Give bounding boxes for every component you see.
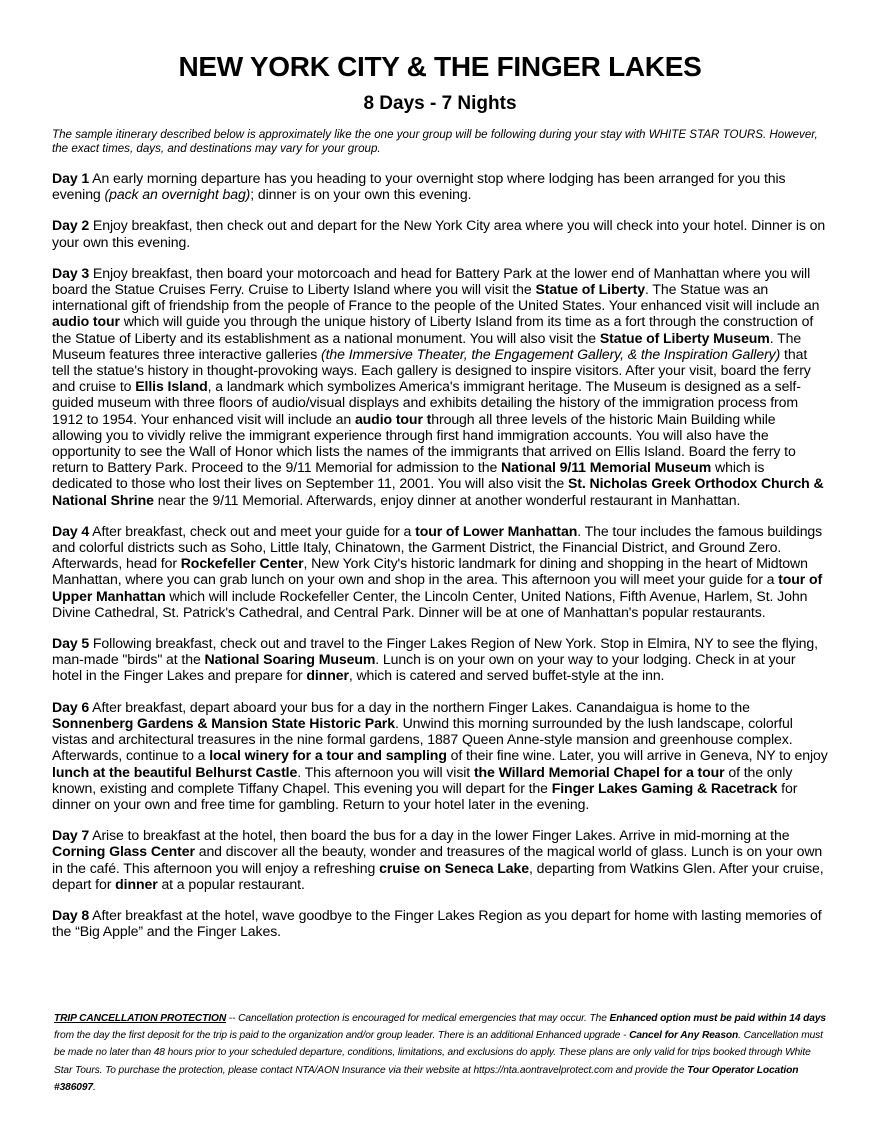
day-1-paragraph: Day 1 An early morning departure has you heading to your overnight stop where lodging has been arranged for you this evening (pack an overnight bag); dinner is on your own this evening. [52,170,786,203]
day-5-paragraph: Day 5 Following breakfast, check out and travel to the Finger Lakes Region of New York. Stop in Elmira, NY to see the flying, man-made "birds" at the National Soaring Museum. Lunch is on your own on your way to your lodging. Check in at your hotel in the Finger Lakes and prepare for dinner, which is catered and served buffet-style at the inn. [52,635,818,684]
day-label: Day 5 [52,635,90,652]
day-6-paragraph: Day 6 After breakfast, depart aboard your bus for a day in the northern Finger Lakes. Canandaigua is home to the Sonnenberg Gardens & Mansion State Historic Park. Unwind this morning surrounded by the lush landscape, colorful vistas and architectural treasures in the nine formal gardens, 1887 Queen Anne-style mansion and greenhouse complex. Afterwards, continue to a local winery for a tour and sampling of their fine wine. Later, you will arrive in Geneva, NY to enjoy lunch at the beautiful Belhurst Castle. This afternoon you will visit the Willard Memorial Chapel for a tour of the only known, existing and complete Tiffany Chapel. This evening you will depart for the Finger Lakes Gaming & Racetrack for dinner on your own and free time for gambling. Return to your hotel later in the evening. [52,698,828,812]
day-2-paragraph: Day 2 Enjoy breakfast, then check out and depart for the New York City area where you will check into your hotel. Dinner is on your own this evening. [52,217,826,250]
page-title: NEW YORK CITY & THE FINGER LAKES [178,51,702,82]
day-8-paragraph: Day 8 After breakfast at the hotel, wave goodbye to the Finger Lakes Region as you depart for home with lasting memories of the “Big Apple” and the Finger Lakes. [52,906,822,940]
footer-label: TRIP CANCELLATION PROTECTION [54,1013,227,1024]
day-label: Day 1 [52,170,90,186]
day-4-paragraph: Day 4 After breakfast, check out and meet your guide for a tour of Lower Manhattan. The tour includes the famous buildings and colorful districts such as Soho, Little Italy, Chinatown, the Garment District, the Financial District, and Ground Zero. Afterwards, head for Rockefeller Center, New York City's historic landmark for dining and shopping in the heart of Midtown Manhattan, where you can grab lunch on your own and shop in the area. This afternoon you will meet your guide for a tour of Upper Manhattan which will include Rockefeller Center, the Lincoln Center, United Nations, Fifth Avenue, Harlem, St. John Divine Cathedral, St. Patrick's Cathedral, and Central Park. Dinner will be at one of Manhattan's popular restaurants. [52,522,823,620]
day-label: Day 4 [52,522,90,539]
intro-note: The sample itinerary described below is approximately like the one your group will be following during your stay with WHITE STAR TOURS. However, the exact times, days, and destinations may vary for your group. [52,128,818,155]
day-label: Day 2 [52,217,90,234]
itinerary-page [52,48,828,954]
day-7-paragraph: Day 7 Arise to breakfast at the hotel, then board the bus for a day in the lower Finger Lakes. Arrive in mid-morning at the Corning Glass Center and discover all the beauty, wonder and treasures of the magical world of glass. Lunch is on your own in the café. This afternoon you will enjoy a refreshing cruise on Seneca Lake, departing from Watkins Glen. After your cruise, depart for dinner at a popular restaurant. [52,827,824,892]
cancellation-protection-note: TRIP CANCELLATION PROTECTION -- Cancellation protection is encouraged for medical emergencies that may occur. The Enhanced option must be paid within 14 days from the day the first deposit for the trip is paid to the organization and/or group leader. There is an additional Enhanced upgrade - Cancel for Any Reason. Cancellation must be made no later than 48 hours prior to your scheduled departure, conditions, limitations, and exclusions do apply. These plans are only valid for trips booked through White Star Tours. To purchase the protection, please contact NTA/AON Insurance via their website at https://nta.aontravelprotect.com and provide the Tour Operator Location #386097. [54,1013,826,1093]
day-label: Day 6 [52,698,90,715]
page-subtitle: 8 Days - 7 Nights [363,93,517,114]
day-label: Day 8 [52,906,90,923]
day-label: Day 3 [52,264,90,281]
day-label: Day 7 [52,827,90,844]
day-3-paragraph: Day 3 Enjoy breakfast, then board your motorcoach and head for Battery Park at the lower end of Manhattan where you will board the Statue Cruises Ferry. Cruise to Liberty Island where you will visit the Statue of Liberty. The Statue was an international gift of friendship from the people of France to the people of the United States. Your enhanced visit will include an audio tour which will guide you through the unique history of Liberty Island from its time as a fort through the construction of the Statue of Liberty and its establishment as a national monument. You will also visit the Statue of Liberty Museum. The Museum features three interactive galleries (the Immersive Theater, the Engagement Gallery, & the Inspiration Gallery) that tell the statue's history in thought-provoking ways. Each gallery is designed to inspire visitors. After your visit, board the ferry and cruise to Ellis Island, a landmark which symbolizes America's immigrant heritage. The Museum is designed as a self-guided museum with three floors of audio/visual displays and exhibits detailing the history of the immigration process from 1912 to 1954. Your enhanced visit will include an audio tour through all three levels of the historic Main Building while allowing you to vividly relive the immigrant experience through first hand immigration accounts. You will also have the opportunity to see the Wall of Honor which lists the names of the immigrants that arrived on Ellis Island. Board the ferry to return to Battery Park. Proceed to the 9/11 Memorial for admission to the National 9/11 Memorial Museum which is dedicated to those who lost their lives on September 11, 2001. You will also visit the St. Nicholas Greek Orthodox Church & National Shrine near the 9/11 Memorial. Afterwards, enjoy dinner at another wonderful restaurant in Manhattan. [52,264,824,508]
